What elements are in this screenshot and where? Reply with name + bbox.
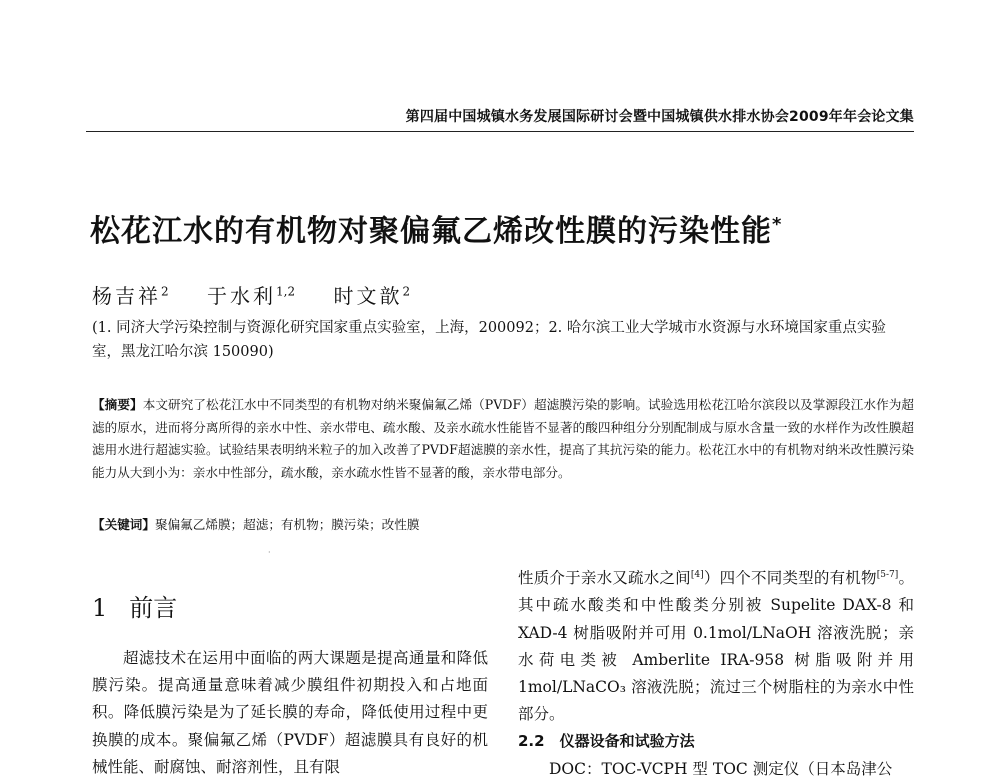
author xyxy=(333,284,410,308)
author xyxy=(207,284,295,308)
abstract-label: 【摘要】 xyxy=(92,397,143,412)
right-para-1 xyxy=(518,562,914,728)
author-name: 杨吉祥 xyxy=(92,284,161,308)
right-column-body xyxy=(518,562,914,783)
title-footnote-mark: * xyxy=(772,214,783,235)
header-rule xyxy=(86,131,914,132)
keywords-text: 聚偏氟乙烯膜；超滤；有机物；膜污染；改性膜 xyxy=(154,517,420,532)
author-affil-sup: 2 xyxy=(402,284,411,299)
abstract-text: 本文研究了松花江水中不同类型的有机物对纳米聚偏氟乙烯（PVDF）超滤膜污染的影响。试验选用松花江哈尔滨段以及掌源段江水作为超滤的原水，进而将分离所得的亲水中性、亲水带电、疏水酸、及亲水疏水性能皆不显著的酸四种组分分别配制成与原水含量一致的水样作为改性膜超滤用水进行超滤实验。试验结果表明纳米粒子的加入改善了PVDF超滤膜的亲水性，提高了其抗污染的能力。松花江水中的有机物对纳米改性膜污染能力从大到小为：亲水中性部分，疏水酸，亲水疏水性皆不显著的酸，亲水带电部分。 xyxy=(92,397,915,480)
keywords xyxy=(92,514,914,536)
para-text: 。其中疏水酸类和中性酸类分别被 Supelite DAX-8 和 XAD-4 树脂吸附并可用 0.1mol/LNaOH 溶液洗脱；亲水荷电类被 Amberlite IRA-958 树脂吸附并用 1mol/LNaCO₃ 溶液洗脱；流过三个树脂柱的为亲水中性部分。 xyxy=(518,569,914,724)
section-heading xyxy=(92,588,199,623)
section-title: 前言 xyxy=(129,594,178,622)
para-text: 性质介于亲水又疏水之间 xyxy=(518,569,691,588)
citation: [4] xyxy=(690,570,704,580)
para-text: ）四个不同类型的有机物 xyxy=(703,569,877,588)
author-list xyxy=(92,280,442,309)
section-number: 1 xyxy=(92,594,108,622)
author-affil-sup: 1,2 xyxy=(276,284,296,299)
left-column-body: 超滤技术在运用中面临的两大课题是提高通量和降低膜污染。提高通量意味着减少膜组件初期投入和占地面积。降低膜污染是为了延长膜的寿命，降低使用过程中更换膜的成本。聚偏氟乙烯（PVDF）超滤膜具有良好的机械性能、耐腐蚀、耐溶剂性，且有限 xyxy=(92,649,488,776)
right-para-2: DOC：TOC-VCPH 型 TOC 测定仪（日本岛津公 xyxy=(549,759,893,778)
abstract xyxy=(92,394,914,484)
author-name: 时文歆 xyxy=(333,284,403,308)
scan-speck: · xyxy=(268,548,271,557)
running-header: 第四届中国城镇水务发展国际研讨会暨中国城镇供水排水协会2009年年会论文集 xyxy=(405,109,914,125)
citation: [5-7] xyxy=(876,570,899,580)
author-affil-sup: 2 xyxy=(161,284,169,299)
author-name: 于水利 xyxy=(207,284,276,308)
paper-title xyxy=(90,206,920,250)
affiliations: (1. 同济大学污染控制与资源化研究国家重点实验室，上海，200092；2. 哈尔滨工业大学城市水资源与水环境国家重点实验室，黑龙江哈尔滨 150090) xyxy=(92,320,886,360)
title-text: 松花江水的有机物对聚偏氟乙烯改性膜的污染性能 xyxy=(90,214,772,249)
author xyxy=(92,284,169,308)
keywords-label: 【关键词】 xyxy=(92,517,155,532)
subsection-heading: 2.2 仪器设备和试验方法 xyxy=(518,732,695,751)
